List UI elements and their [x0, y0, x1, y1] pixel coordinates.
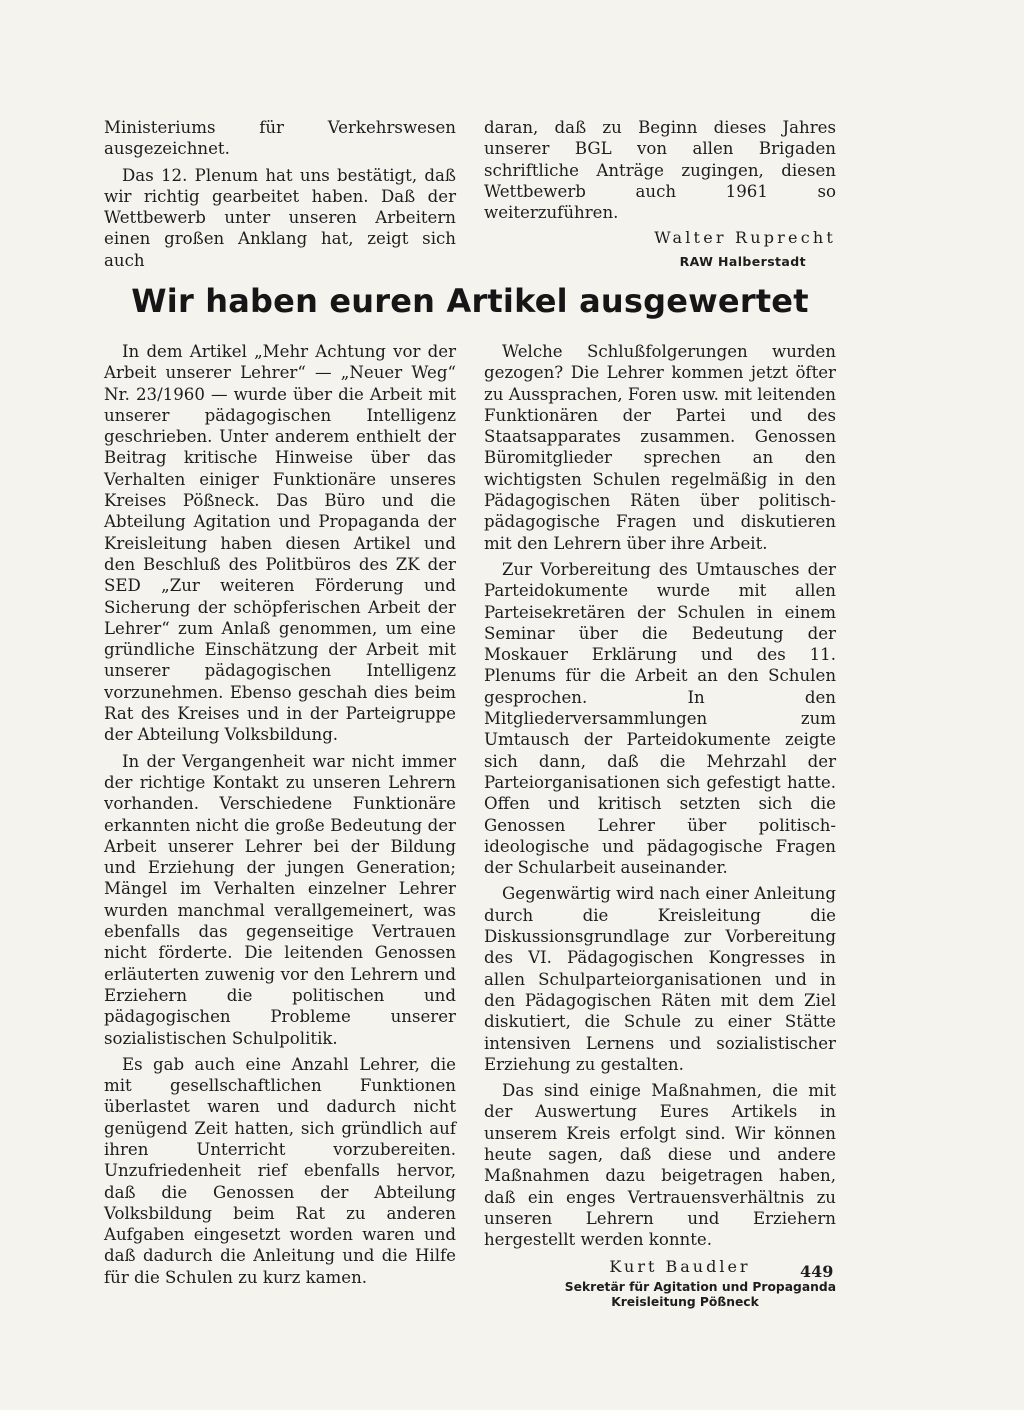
- paragraph: Das sind einige Maßnahmen, die mit der Auswertung Eures Artikels in unserem Kreis erfolgt sind. Wir können heute sagen, daß diese und andere Maßnahmen dazu beigetragen haben, daß ein enges Vertrauensverhältnis zu unseren Lehrern und Erziehern hergestellt werden konnte.: [484, 1081, 836, 1250]
- paragraph: Das 12. Plenum hat uns bestätigt, daß wir richtig gearbeitet haben. Daß der Wettbewerb unter unseren Arbeitern einen großen Anklang hat, zeigt sich auch: [104, 165, 456, 270]
- article-right-column: [484, 341, 836, 1309]
- paragraph: In der Vergangenheit war nicht immer der richtige Kontakt zu unseren Lehrern vorhanden. Verschiedene Funktionäre erkannten nicht die große Bedeutung der Arbeit unserer Lehrer bei der Bildung und Erziehung der jungen Generation; Mängel im Verhalten einzelner Lehrer wurden manchmal verallgemeinert, was ebenfalls das gegenseitige Vertrauen nicht förderte. Die leitenden Genossen erläuterten zuwenig vor den Lehrern und Erziehern die politischen und pädagogischen Probleme unserer sozialistischen Schulpolitik.: [104, 751, 456, 1048]
- prev-article-author: Walter Ruprecht: [654, 228, 836, 248]
- paragraph: Welche Schlußfolgerungen wurden gezogen? Die Lehrer kommen jetzt öfter zu Aussprachen, Foren usw. mit leitenden Funktionären der Partei und des Staatsapparates zusammen. Genossen Büromitglieder sprechen an den wichtigsten Schulen regelmäßig in den Pädagogischen Räten über politisch-pädagogische Fragen und diskutieren mit den Lehrern über ihre Arbeit.: [484, 342, 836, 553]
- paragraph: In dem Artikel „Mehr Achtung vor der Arbeit unserer Lehrer“ — „Neuer Weg“ Nr. 23/1960 — wurde über die Arbeit mit unserer pädagogischen Intelligenz geschrieben. Unter anderem enthielt der Beitrag kritische Hinweise über das Verhalten einiger Funktionäre unseres Kreises Pößneck. Das Büro und die Abteilung Agitation und Propaganda der Kreisleitung haben diesen Artikel und den Beschluß des Politbüros des ZK der SED „Zur weiteren Förderung und Sicherung der schöpferischen Arbeit der Lehrer“ zum Anlaß genommen, um eine gründliche Einschätzung der Arbeit mit unserer pädagogischen Intelligenz vorzunehmen. Ebenso geschah dies beim Rat des Kreises und in der Parteigruppe der Abteilung Volksbildung.: [104, 342, 456, 745]
- paragraph: Gegenwärtig wird nach einer Anleitung durch die Kreisleitung die Diskussionsgrundlage zur Vorbereitung des VI. Pädagogischen Kongresses in allen Schulparteiorganisationen und in den Pädagogischen Räten mit dem Ziel diskutiert, die Schule zu einer Stätte intensiven Lernens und sozialistischer Erziehung zu gestalten.: [484, 884, 836, 1074]
- paragraph: Es gab auch eine Anzahl Lehrer, die mit gesellschaftlichen Funktionen überlastet waren und dadurch nicht genügend Zeit hatten, sich gründlich auf ihren Unterricht vorzubereiten. Unzufriedenheit rief ebenfalls hervor, daß die Genossen der Abteilung Volksbildung beim Rat zu anderen Aufgaben eingesetzt worden waren und daß dadurch die Anleitung und die Hilfe für die Schulen zu kurz kamen.: [104, 1054, 456, 1287]
- article-author-unit: Kreisleitung Pößneck: [611, 1294, 759, 1309]
- article-author: Kurt Baudler: [609, 1257, 751, 1277]
- prev-article-left-column: [104, 117, 456, 271]
- paragraph: Zur Vorbereitung des Umtausches der Parteidokumente wurde mit allen Parteisekretären der Schulen in einem Seminar über die Bedeutung der Moskauer Erklärung und des 11. Plenums für die Arbeit an den Schulen gesprochen. In den Mitgliederversammlungen zum Umtausch der Parteidokumente zeigte sich dann, daß die Mehrzahl der Parteiorganisationen sich gefestigt hatte. Offen und kritisch setzten sich die Genossen Lehrer über politisch-ideologische und pädagogische Fragen der Schularbeit auseinander.: [484, 559, 836, 878]
- prev-article-right-column: [484, 117, 836, 272]
- article-headline: Wir haben euren Artikel ausgewertet: [131, 282, 809, 320]
- prev-article-author-place: RAW Halberstadt: [679, 253, 806, 269]
- page-number: 449: [800, 1262, 834, 1281]
- paragraph: Ministeriums für Verkehrswesen ausgezeichnet.: [104, 118, 456, 159]
- article-left-column: [104, 341, 456, 1288]
- article-author-role: Sekretär für Agitation und Propaganda: [564, 1279, 836, 1294]
- paragraph: daran, daß zu Beginn dieses Jahres unserer BGL von allen Brigaden schriftliche Anträge zugingen, diesen Wettbewerb auch 1961 so weiterzuführen.: [484, 118, 836, 223]
